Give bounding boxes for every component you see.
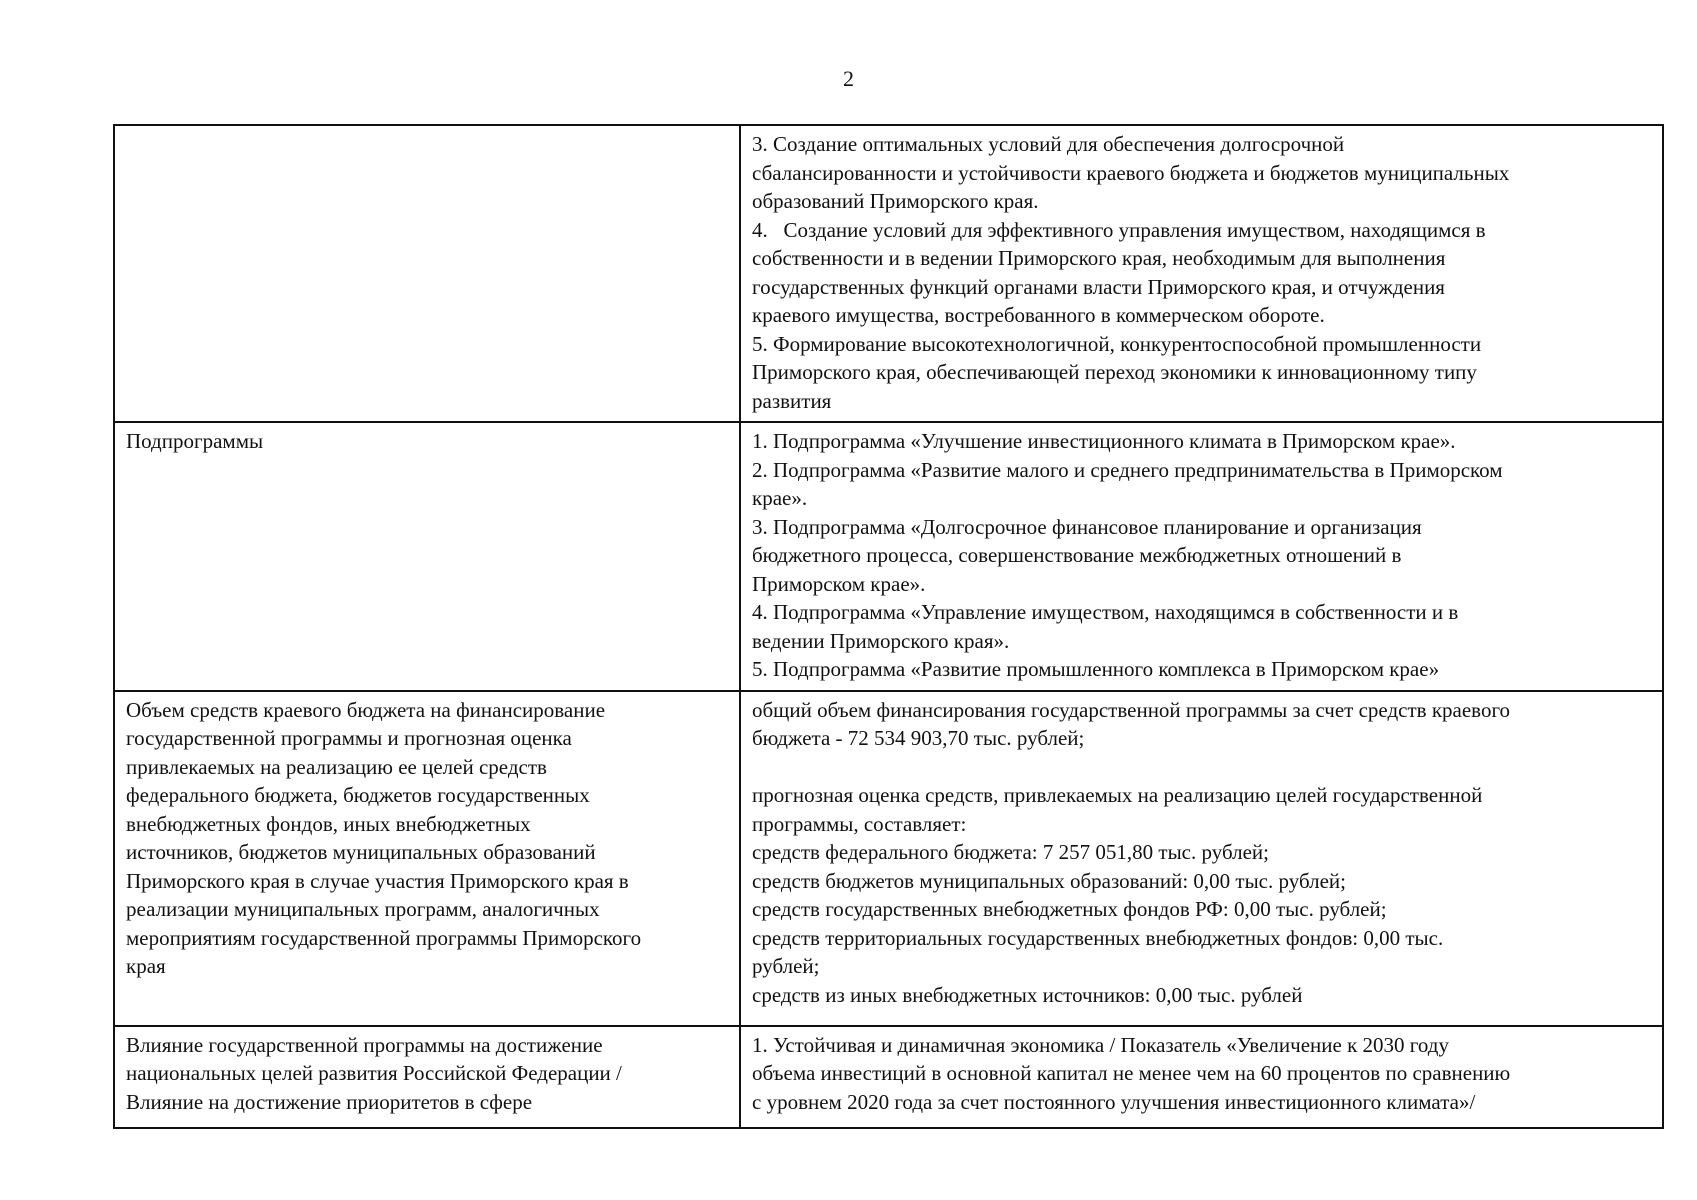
content-line: средств бюджетов муниципальных образований: 0,00 тыс. рублей; <box>752 868 1346 893</box>
content-line: объема инвестиций в основной капитал не менее чем на 60 процентов по сравнению <box>752 1061 1511 1085</box>
label-line: источников, бюджетов муниципальных образований <box>126 840 596 864</box>
table-row <box>114 1026 1663 1128</box>
row-label-cell <box>114 1026 740 1128</box>
row-content-cell <box>740 125 1663 422</box>
content-line: 3. Подпрограмма «Долгосрочное финансовое планирование и организация <box>752 514 1422 539</box>
content-line: 2. Подпрограмма «Развитие малого и среднего предпринимательства в Приморском <box>752 457 1503 482</box>
content-line: 5. Подпрограмма «Развитие промышленного комплекса в Приморском крае» <box>752 657 1440 681</box>
content-line: 5. Формирование высокотехнологичной, конкурентоспособной промышленности <box>752 331 1482 356</box>
table-row <box>114 691 1663 1026</box>
content-line: Приморского края, обеспечивающей переход экономики к инновационному типу <box>752 360 1477 384</box>
content-line: общий объем финансирования государственной программы за счет средств краевого <box>752 697 1511 722</box>
table-row <box>114 422 1663 691</box>
label-line: Влияние на достижение приоритетов в сфере <box>126 1089 533 1114</box>
content-line: Приморском крае». <box>752 571 926 596</box>
row-content-cell <box>740 422 1663 691</box>
label-line: края <box>126 954 166 978</box>
page-number: 2 <box>843 66 854 91</box>
content-line: 3. Создание оптимальных условий для обеспечения долгосрочной <box>752 132 1345 156</box>
content-line: бюджета - 72 534 903,70 тыс. рублей; <box>752 726 1085 750</box>
content-line: крае». <box>752 486 808 510</box>
content-line: средств федерального бюджета: 7 257 051,80 тыс. рублей; <box>752 840 1269 864</box>
content-line: развития <box>752 388 832 413</box>
label-line: национальных целей развития Российской Федерации / <box>126 1061 622 1085</box>
content-line: средств территориальных государственных внебюджетных фондов: 0,00 тыс. <box>752 925 1444 950</box>
content-line: 1. Устойчивая и динамичная экономика / Показатель «Увеличение к 2030 году <box>752 1032 1449 1057</box>
content-line: ведении Приморского края». <box>752 628 1010 653</box>
label-line: федерального бюджета, бюджетов государственных <box>126 783 590 807</box>
row-label-cell <box>114 125 740 422</box>
label-line: реализации муниципальных программ, аналогичных <box>126 897 600 921</box>
content-line: бюджетного процесса, совершенствование межбюджетных отношений в <box>752 543 1402 567</box>
label-line: мероприятиям государственной программы Приморского <box>126 925 642 950</box>
row-content-cell <box>740 1026 1663 1128</box>
content-line: с уровнем 2020 года за счет постоянного улучшения инвестиционного климата»/ <box>752 1089 1476 1114</box>
label-line: Приморского края в случае участия Приморского края в <box>126 868 629 893</box>
row-label-cell <box>114 691 740 1026</box>
row-label: Подпрограммы <box>126 429 264 453</box>
content-line: государственных функций органами власти Приморского края, и отчуждения <box>752 274 1445 299</box>
row-label-cell <box>114 422 740 691</box>
program-passport-table <box>113 124 1664 1129</box>
content-line: средств государственных внебюджетных фондов РФ: 0,00 тыс. рублей; <box>752 897 1387 921</box>
content-line: 4. Подпрограмма «Управление имуществом, находящимся в собственности и в <box>752 600 1459 624</box>
paragraph-gap <box>752 753 1651 782</box>
content-line: сбалансированности и устойчивости краевого бюджета и бюджетов муниципальных <box>752 160 1510 185</box>
label-line: привлекаемых на реализацию ее целей средств <box>126 754 547 779</box>
label-line: государственной программы и прогнозная оценка <box>126 726 572 750</box>
content-line: программы, составляет: <box>752 811 967 836</box>
content-line: 1. Подпрограмма «Улучшение инвестиционного климата в Приморском крае». <box>752 429 1456 453</box>
content-line: рублей; <box>752 954 820 978</box>
table-row <box>114 125 1663 422</box>
content-line: краевого имущества, востребованного в коммерческом обороте. <box>752 303 1325 327</box>
content-line: средств из иных внебюджетных источников: 0,00 тыс. рублей <box>752 982 1303 1007</box>
label-line: Объем средств краевого бюджета на финансирование <box>126 697 606 722</box>
label-line: Влияние государственной программы на достижение <box>126 1032 603 1057</box>
content-line: собственности и в ведении Приморского края, необходимым для выполнения <box>752 246 1446 270</box>
label-line: внебюджетных фондов, иных внебюджетных <box>126 811 531 836</box>
content-line: 4. Создание условий для эффективного управления имуществом, находящимся в <box>752 217 1486 242</box>
row-content-cell <box>740 691 1663 1026</box>
content-line: образований Приморского края. <box>752 189 1039 213</box>
content-line: прогнозная оценка средств, привлекаемых на реализацию целей государственной <box>752 783 1483 807</box>
